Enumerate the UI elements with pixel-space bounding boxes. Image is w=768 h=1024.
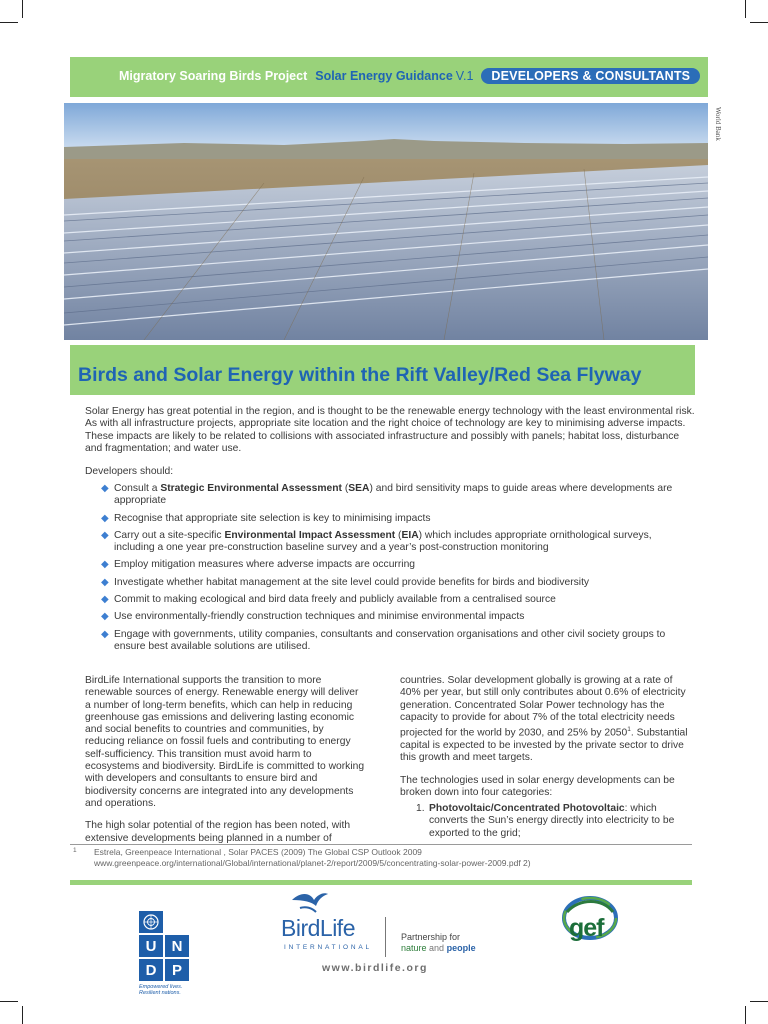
footnote-divider bbox=[70, 844, 692, 845]
bullet-icon: ◆ bbox=[101, 628, 109, 640]
crop-mark bbox=[0, 1001, 18, 1002]
list-item bbox=[100, 594, 695, 606]
list-item bbox=[100, 577, 695, 589]
list-item bbox=[400, 803, 690, 840]
tagline-line: Partnership for bbox=[401, 932, 461, 942]
undp-letter: D bbox=[139, 959, 163, 981]
birdlife-wordmark: BirdLife bbox=[281, 915, 355, 941]
list-item bbox=[100, 483, 695, 508]
left-paragraph-1: BirdLife International supports the transition to more renewable sources of energy. Renewable energy will deliver a number of long-term benefits, which can help in reducing greenhouse gas emissions and delivering lasting economic and social benefits to countries and communities, by reducing reliance on fossil fuels and contributing to energy self-sufficiency. This transition must avoid harm to ecosystems and biodiversity. BirdLife is committed to working with developers and consultants to ensure bird and biodiversity concerns are integrated into any developments and operations. bbox=[85, 675, 365, 809]
tagline-line: Empowered lives. bbox=[139, 984, 183, 990]
undp-tagline bbox=[139, 984, 190, 996]
crop-mark bbox=[0, 22, 18, 23]
birdlife-international: INTERNATIONAL bbox=[284, 944, 372, 951]
item-text: Consult a bbox=[114, 483, 161, 494]
bullet-icon: ◆ bbox=[101, 559, 109, 571]
footnote bbox=[73, 847, 693, 869]
un-emblem-icon bbox=[139, 911, 163, 933]
intro-paragraph: Solar Energy has great potential in the region, and is thought to be the renewable energy technology with the least environmental risk. As with all infrastructure projects, appropriate site location and the right choice of technology are key to minimising adverse impacts. These impacts are likely to be related to collisions with associated infrastructure and possibly with panels; habitat loss, disturbance and fragmentation; and water use. bbox=[85, 406, 695, 454]
crop-mark bbox=[750, 22, 768, 23]
list-item bbox=[100, 530, 695, 555]
header-line bbox=[119, 67, 700, 85]
tagline-people: people bbox=[446, 943, 476, 953]
guidance-name: Solar Energy Guidance bbox=[315, 69, 453, 83]
right-column bbox=[400, 675, 690, 840]
item-number: 1. bbox=[416, 803, 425, 815]
item-text: Investigate whether habitat management at the site level could provide benefits for birds and biodiversity bbox=[114, 576, 590, 588]
item-bold: Photovoltaic/Concentrated Photovoltaic bbox=[429, 803, 625, 815]
project-name: Migratory Soaring Birds Project bbox=[119, 69, 308, 83]
undp-letter: U bbox=[139, 935, 163, 957]
crop-mark bbox=[750, 1001, 768, 1002]
tagline-line bbox=[401, 943, 476, 954]
item-text: Recognise that appropriate site selection is key to minimising impacts bbox=[114, 512, 431, 524]
list-item bbox=[100, 513, 695, 525]
categories-list bbox=[400, 803, 690, 840]
item-text: Employ mitigation measures where adverse impacts are occurring bbox=[114, 559, 416, 571]
undp-spacer bbox=[165, 911, 189, 933]
right-paragraph-2: The technologies used in solar energy developments can be broken down into four categories: bbox=[400, 774, 675, 798]
item-bold: SEA bbox=[348, 483, 370, 494]
footnote-citation: Estrela, Greenpeace International , Solar PACES (2009) The Global CSP Outlook 2009 bbox=[94, 847, 422, 857]
solar-field-photo bbox=[64, 103, 708, 340]
item-text: ) and bird sensitivity maps to guide areas where developments are appropriate bbox=[114, 483, 673, 507]
item-bold: EIA bbox=[401, 529, 419, 541]
undp-letter: N bbox=[165, 935, 189, 957]
crop-mark bbox=[745, 1006, 746, 1024]
bullet-icon: ◆ bbox=[101, 512, 109, 524]
bullet-icon: ◆ bbox=[101, 576, 109, 588]
item-bold: Strategic Environmental Assessment bbox=[160, 483, 342, 494]
developers-label: Developers should: bbox=[85, 466, 174, 477]
partnership-tagline bbox=[401, 932, 476, 954]
left-column bbox=[85, 675, 365, 855]
undp-logo bbox=[139, 911, 190, 996]
logo-divider bbox=[385, 917, 386, 957]
tagline-and: and bbox=[429, 943, 445, 953]
crop-mark bbox=[745, 0, 746, 18]
crop-mark bbox=[22, 0, 23, 18]
undp-letter: P bbox=[165, 959, 189, 981]
right-paragraph-1 bbox=[400, 675, 690, 765]
list-item bbox=[100, 629, 695, 654]
item-text: Carry out a site-specific bbox=[114, 529, 225, 541]
item-text: Use environmentally-friendly construction techniques and minimise environmental impacts bbox=[114, 611, 525, 623]
bullet-icon: ◆ bbox=[101, 483, 109, 494]
gef-logo bbox=[555, 890, 625, 960]
tagline-line: Resilient nations. bbox=[139, 990, 181, 996]
audience-badge: DEVELOPERS & CONSULTANTS bbox=[481, 68, 700, 84]
left-paragraph-2: The high solar potential of the region has been noted, with extensive developments being planned in a number of bbox=[85, 820, 351, 844]
page-title: Birds and Solar Energy within the Rift Valley/Red Sea Flyway bbox=[78, 364, 642, 386]
item-text: Engage with governments, utility companies, consultants and conservation organisations and other civil society groups to ensure best available solutions are utilised. bbox=[114, 628, 666, 652]
birdlife-logo bbox=[278, 888, 498, 958]
paragraph-text: . Substantial capital is expected to be invested by the private sector to drive this growth and meet targets. bbox=[400, 727, 688, 764]
item-text: : which converts the Sun’s energy directly into electricity to be exported to the grid; bbox=[429, 803, 675, 839]
paragraph-text: countries. Solar development globally is growing at a rate of 40% per year, but still only contributes about 0.6% of electricity generation. Concentrated Solar Power technology has the capacity to provide for about 7% of the total electricity needs projected for the world by 2030, and 25% by 2050 bbox=[400, 675, 686, 739]
list-item bbox=[100, 559, 695, 571]
gef-wordmark: gef bbox=[569, 914, 604, 942]
footnote-link[interactable]: www.greenpeace.org/international/Global/international/planet-2/report/2009/5/concentrating-solar-power-2009.pdf 2) bbox=[94, 858, 531, 868]
tagline-nature: nature bbox=[401, 943, 427, 953]
footnote-ref: 1 bbox=[627, 726, 631, 734]
bullet-icon: ◆ bbox=[101, 594, 109, 606]
item-text: Commit to making ecological and bird data freely and publicly available from a centralised source bbox=[114, 594, 556, 606]
crop-mark bbox=[22, 1006, 23, 1024]
guidance-version: V.1 bbox=[455, 69, 474, 83]
item-text: ) which includes appropriate ornithological surveys, including a one year pre-construction baseline survey and a year’s post-construction monitoring bbox=[114, 529, 652, 554]
item-bold: Environmental Impact Assessment bbox=[224, 529, 396, 541]
list-item bbox=[100, 611, 695, 623]
bird-icon bbox=[290, 888, 330, 916]
bullet-icon: ◆ bbox=[101, 529, 109, 541]
recommendations-list bbox=[100, 483, 695, 658]
photo-credit: World Bank bbox=[714, 107, 722, 141]
footnote-marker: 1 bbox=[73, 847, 77, 854]
bullet-icon: ◆ bbox=[101, 611, 109, 623]
footer-band bbox=[70, 880, 692, 885]
item-text: ( bbox=[341, 483, 349, 494]
website-link[interactable]: www.birdlife.org bbox=[322, 962, 428, 974]
item-text: ( bbox=[395, 529, 402, 541]
